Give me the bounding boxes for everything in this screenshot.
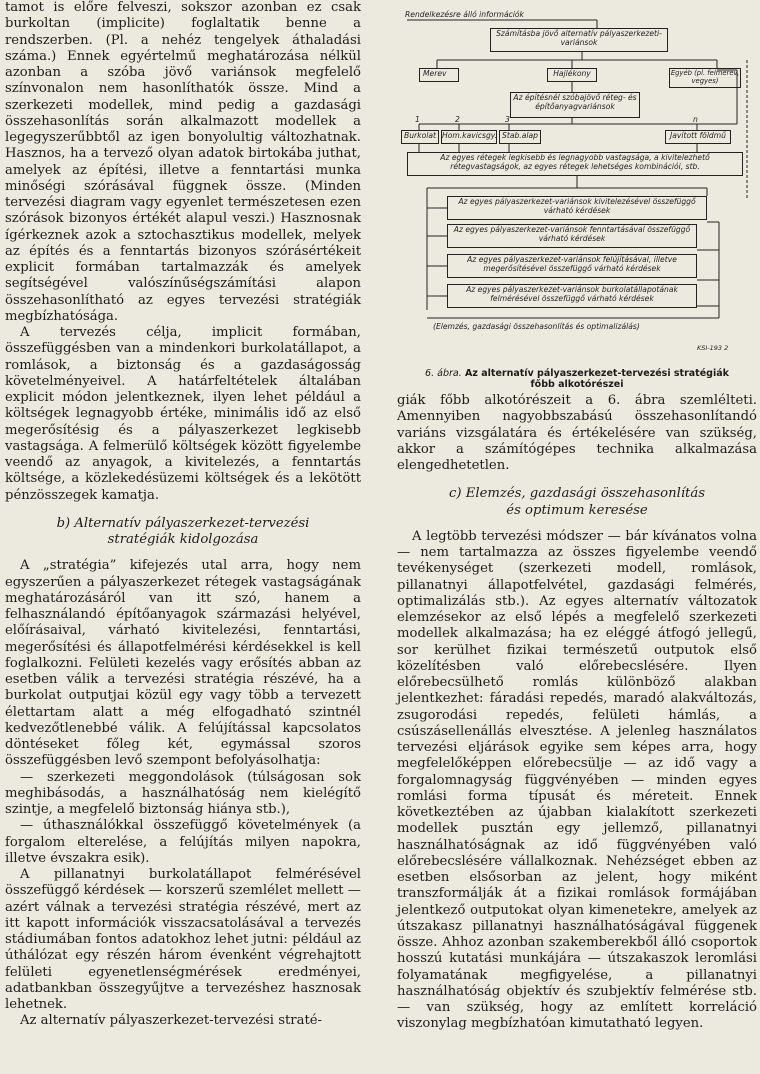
figure-top-label: Rendelkezésre álló információk <box>405 10 524 19</box>
section-title-line: és optimum keresése <box>506 502 648 518</box>
merev-box: Merev <box>419 68 459 82</box>
burkolatallapot-box: Az egyes pályaszerkezet-variánsok burkolatállapotának felmérésével összefüggő várható kérdések <box>447 284 697 308</box>
index-label: 3 <box>505 115 510 124</box>
megerosites-box: Az egyes pályaszerkezet-variánsok felújításával, illetve megerősítésével összefüggő várható kérdések <box>447 254 697 278</box>
paragraph: giák főbb alkotórészeit a 6. ábra szemlélteti. Amennyiben nagyobbszabású összehasonlítandó variáns vizsgálatára és értékelésére van szükség, akkor a számítógépes technika alkalmazása elengedhetetlen. <box>397 393 757 473</box>
burkolat-box: Burkolat <box>401 130 439 144</box>
fenntartas-box: Az egyes pályaszerkezet-variánsok fenntartásával összefüggő várható kérdések <box>447 224 697 248</box>
paragraph: A „stratégia” kifejezés utal arra, hogy nem egyszerűen a pályaszerkezet rétegek vastagságának meghatározásáról van itt szó, hanem a felhasználandó építőanyagok származási helyével, előírásaival, várható kivitelezési, fenntartási, megerősítési és állapotfelmérési kérdésekkel is kell foglalkozni. Felületi kezelés vagy erősítés abban az esetben válik a tervezési stratégia részévé, ha a burkolat outputjai közül egy vagy több a tervezett élettartam alatt a még elfogadható szintnél kedvezőtlenebbé válik. A felújítással kapcsolatos döntéseket főleg két, egymással szoros összefüggésben levő szempont befolyásolhatja: <box>5 558 361 769</box>
kivitelezes-box: Az egyes pályaszerkezet-variánsok kivitelezésével összefüggő várható kérdések <box>447 196 707 220</box>
paragraph: tamot is előre felveszi, sokszor azonban ez csak burkoltan (implicite) foglaltatik benne a rendszerben. (Pl. a nehéz tengelyek áthaladási száma.) Ennek egyértelmű meghatározása nélkül azonban a szóba jövő variánsok megfelelő színvonalon nem hasonlíthatók össze. Mind a szerkezeti modellek, mind pedig a gazdasági összehasonlítás során alkalmazott modellek a legegyszerűbbtől az igen bonyolultig változhatnak. Hasznos, ha a tervező olyan adatok birtokába juthat, amelyek az építési, illetve a fenntartási munka minőségi szórásával függnek össze. (Minden tervezési diagram vagy egyenlet természetesen ezen szórások bizonyos értékét alapul veszi.) Hasznosnak ígérkeznek azok a sztochasztikus modellek, melyek az építés és a fenntartás bizonyos szórásértékeit explicit formában tartalmazzák és amelyek segítségével valószínűségszámítási alapon összehasonlítható az egyes tervezési stratégiák megbízhatósága. <box>5 0 361 324</box>
figure-bottom-label: (Elemzés, gazdasági összehasonlítás és optimalizálás) <box>433 322 640 331</box>
index-label: 2 <box>455 115 460 124</box>
paragraph: A legtöbb tervezési módszer — bár kívánatos volna — nem tartalmazza az összes figyelembe veendő tevékenységet (szerkezeti modell, romlások, pillanatnyi állapotfelvétel, gazdasági felmérés, optimalizálás stb.). Az egyes alternatív változatok elemzésekor az első lépés a megfelelő szerkezeti modellek alkalmazása; ha ez eléggé átfogó jellegű, sor kerülhet fizikai természetű outputok első közelítésben való előrebecslésére. Ilyen előrebecsülhető romlás különböző alakban jelentkezhet: fáradási repedés, maradó alakváltozás, zsugorodási repedés, felületi hámlás, a csúszásellenállás elvesztése. A jelenleg használatos tervezési eljárások egyike sem képes arra, hogy megfelelőképpen előrebecsülje — az idő vagy a forgalomnagyság függvényében — minden egyes romlási forma típusát és méreteit. Ennek következtében az újabban kialakított szerkezeti modellek pusztán egy jellemző, pillanatnyi használhatóságnak az idő függvényében való előrebecslésére vállalkoznak. Nehézséget ebben az esetben elsősorban az jelent, hogy miként transzformálják át a fizikai romlások formájában jelentkező outputokat olyan kimenetekre, amelyek az útszakasz pillanatnyi használhatóságával függenek össze. Ahhoz azonban szakemberekből álló csoportok hosszú kutatási munkájára — útszakaszok leromlási folyamatának megfigyelése, a pillanatnyi használhatóság objektív és szubjektív felmérése stb. — van szükség, hogy az említett korreláció viszonylag megbízhatóan kimutatható legyen. <box>397 528 757 1032</box>
caption-line: Az alternatív pályaszerkezet-tervezési stratégiák <box>465 368 729 379</box>
stabilizalt-box: Stab.alap <box>499 130 541 144</box>
list-item: — szerkezeti meggondolások (túlságosan sok meghibásodás, a használhatóság nem kielégítő szintje, a megfelelő biztonság hiánya stb.), <box>5 769 361 817</box>
caption-line: főbb alkotórészei <box>530 379 624 390</box>
section-b-title <box>5 516 361 549</box>
left-column <box>5 0 361 1030</box>
index-label: 1 <box>415 115 420 124</box>
index-label: n <box>693 115 698 124</box>
hajlekony-box: Hajlékony <box>547 68 597 82</box>
figure-ref-code: KSI-193 2 <box>697 344 729 352</box>
paragraph: Az alternatív pályaszerkezet-tervezési straté- <box>20 1013 323 1029</box>
javitott-box: Javított földmű <box>665 130 731 144</box>
section-title-line: c) Elemzés, gazdasági összehasonlítás <box>449 486 705 502</box>
paragraph: A pillanatnyi burkolatállapot felmérésével összefüggő kérdések — korszerű szemlélet mellett — azért válnak a tervezési stratégia részévé, mert az itt kapott információk visszacsatolásával a tervezés stádiumában fontos adatokhoz lehet jutni: például az úthálózat egy részén három évenként végrehajtott felületi egyenetlenségmérések eredményei, adatbankban összegyűjtve a tervezéshez hasznosak lehetnek. <box>5 867 361 1012</box>
right-column <box>397 0 757 1033</box>
section-title-line: stratégiák kidolgozása <box>107 532 259 547</box>
homkavics-box: Hom.kavicsgy. <box>441 130 497 144</box>
figure-caption <box>397 368 757 390</box>
paragraph: A tervezés célja, implicit formában, összefüggésben van a mindenkori burkolatállapot, a romlások, a biztonság és a gazdaságosság követelményeivel. A határfeltételek általában explicit módon jelentkeznek, ilyen lehet például a költségek legnagyobb értéke, minimális idő az első megerősítésig és a pályaszerkezet legkisebb vastagsága. A felmerülő költségek között figyelembe veendő az anyagok, a kivitelezés, a fenntartás költsége, a közlekedésüzemi költségek és a lekötött pénzösszegek kamatja. <box>5 325 361 503</box>
reteg-box: Az építésnél szóbajövő réteg- és építőanyagvariánsok <box>510 92 640 118</box>
section-c-title <box>397 486 757 519</box>
section-title-line: b) Alternatív pályaszerkezet-tervezési <box>56 515 310 531</box>
vastagsag-box: Az egyes rétegek legkisebb és legnagyobb vastagsága, a kivitelezhető rétegvastagságok, az egyes rétegek lehetséges kombinációi, stb. <box>407 152 743 176</box>
caption-number: 6. ábra. <box>425 368 462 379</box>
list-item: — úthasználókkal összefüggő követelmények (a forgalom elterelése, a felújítás milyen napokra, illetve évszakra esik). <box>5 818 361 866</box>
egyeb-box: Egyéb (pl. felmerev, vegyes) <box>669 68 741 88</box>
figure-6 <box>397 0 757 390</box>
variants-box: Számításba jövő alternatív pályaszerkezeti-variánsok <box>490 28 668 52</box>
